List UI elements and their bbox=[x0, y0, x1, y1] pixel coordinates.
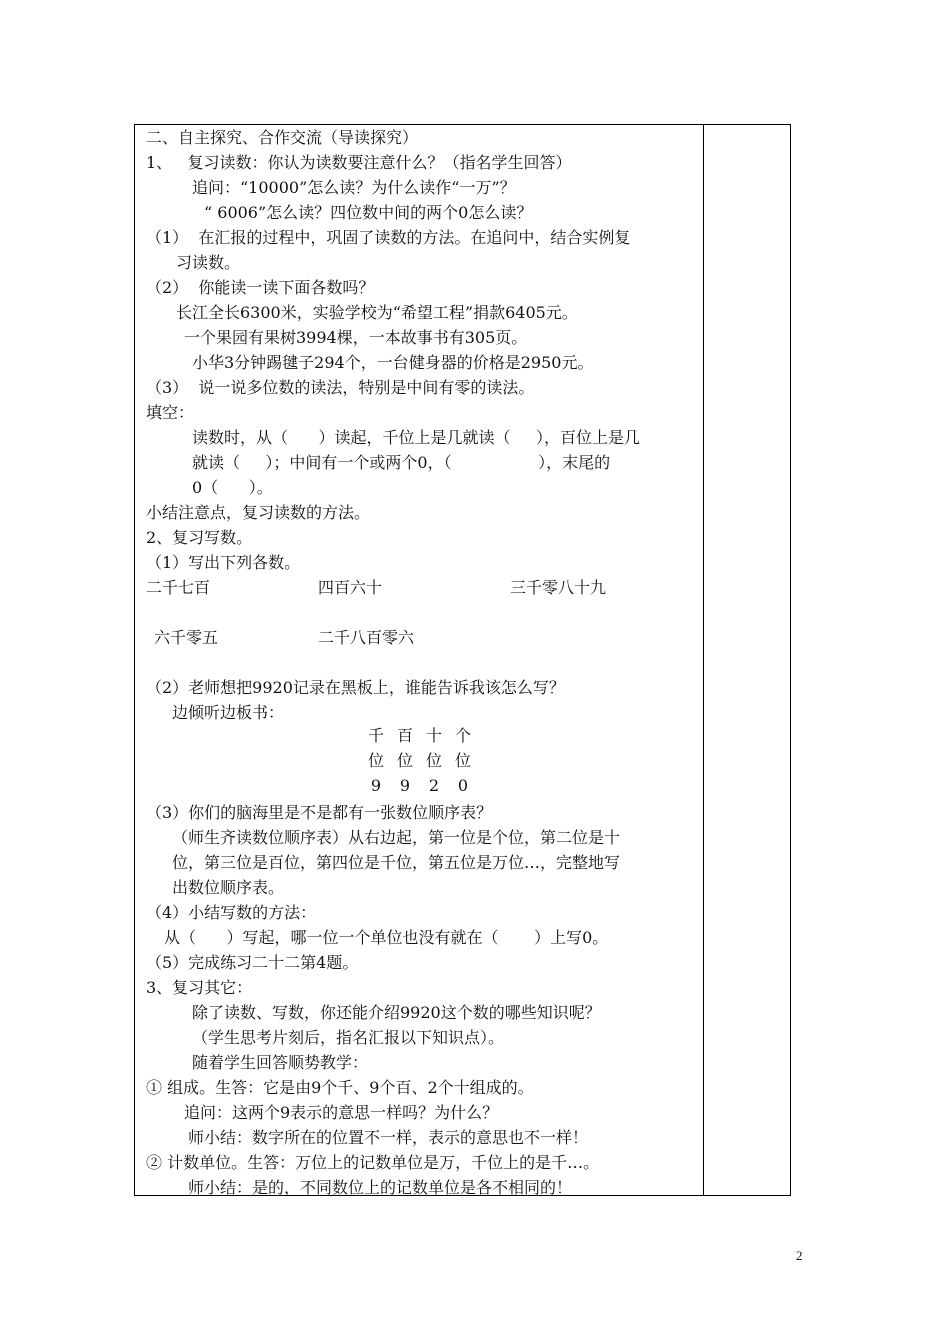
text-line: 出数位顺序表。 bbox=[172, 878, 285, 897]
text-line: （5）完成练习二十二第4题。 bbox=[146, 953, 359, 972]
text-line: （1） 在汇报的过程中，巩固了读数的方法。在追问中，结合实例复 bbox=[146, 228, 631, 247]
text-line: 师小结：是的，不同数位上的记数单位是各不相同的！ bbox=[188, 1178, 573, 1197]
text-line: （师生齐读数位顺序表）从右边起，第一位是个位，第二位是十 bbox=[172, 828, 621, 847]
text-line: 3、复习其它： bbox=[146, 978, 253, 997]
place-value-row bbox=[366, 749, 476, 773]
place-value-cell: 位 bbox=[454, 751, 471, 770]
text-line: 小结注意点，复习读数的方法。 bbox=[146, 503, 371, 522]
place-value-digit: 9 bbox=[370, 776, 382, 795]
place-value-digit: 0 bbox=[457, 776, 469, 795]
number-word: 二千八百零六 bbox=[318, 628, 415, 647]
place-value-cell: 位 bbox=[425, 751, 442, 770]
text-line: 除了读数、写数，你还能介绍9920这个数的哪些知识呢？ bbox=[192, 1003, 601, 1022]
fill-blank-line: 0（ ）。 bbox=[192, 478, 273, 497]
place-value-cell: 十 bbox=[425, 726, 442, 745]
text-line: 边倾听边板书： bbox=[172, 703, 285, 722]
number-word: 六千零五 bbox=[154, 628, 219, 647]
text-line: （3）你们的脑海里是不是都有一张数位顺序表？ bbox=[146, 803, 493, 822]
text-line: 追问：“10000”怎么读？为什么读作“一万”？ bbox=[192, 178, 516, 197]
place-value-digit: 2 bbox=[428, 776, 440, 795]
text-line: ① 组成。生答：它是由9个千、9个百、2个十组成的。 bbox=[146, 1078, 534, 1097]
text-line: 追问：这两个9表示的意思一样吗？为什么？ bbox=[184, 1103, 499, 1122]
text-line: 长江全长6300米，实验学校为“希望工程”捐款6405元。 bbox=[176, 303, 578, 322]
place-value-digit: 9 bbox=[399, 776, 411, 795]
text-line: （2）老师想把9920记录在黑板上，谁能告诉我该怎么写？ bbox=[146, 678, 565, 697]
number-word: 四百六十 bbox=[318, 578, 383, 597]
text-line: （学生思考片刻后，指名汇报以下知识点）。 bbox=[192, 1028, 505, 1047]
text-line: ② 计数单位。生答：万位上的记数单位是万，千位上的是千…。 bbox=[146, 1153, 600, 1172]
text-line: 位，第三位是百位，第四位是千位，第五位是万位…，完整地写 bbox=[172, 853, 621, 872]
text-line: 随着学生回答顺势教学： bbox=[192, 1053, 369, 1072]
section-title: 二、自主探究、合作交流（导读探究） bbox=[146, 128, 419, 147]
place-value-row bbox=[366, 774, 476, 798]
text-line: （1）写出下列各数。 bbox=[146, 553, 301, 572]
text-line: “ 6006”怎么读？四位数中间的两个0怎么读？ bbox=[204, 203, 533, 222]
place-value-cell: 百 bbox=[396, 726, 413, 745]
fill-blank-line: 就读（ ）；中间有一个或两个0，（ ），末尾的 bbox=[192, 453, 611, 472]
text-line: （4）小结写数的方法： bbox=[146, 903, 317, 922]
place-value-row bbox=[366, 724, 476, 748]
text-line: 一个果园有果树3994棵，一本故事书有305页。 bbox=[184, 328, 528, 347]
text-line: 师小结：数字所在的位置不一样，表示的意思也不一样！ bbox=[188, 1128, 589, 1147]
place-value-cell: 千 bbox=[367, 726, 384, 745]
place-value-cell: 位 bbox=[396, 751, 413, 770]
place-value-cell: 个 bbox=[454, 726, 471, 745]
text-line: 1、 复习读数：你认为读数要注意什么？（指名学生回答） bbox=[146, 153, 572, 172]
number-word: 三千零八十九 bbox=[510, 578, 607, 597]
text-line: （3） 说一说多位数的读法，特别是中间有零的读法。 bbox=[146, 378, 535, 397]
fill-blank-line: 从（ ）写起，哪一位一个单位也没有就在（ ）上写0。 bbox=[164, 928, 609, 947]
number-word: 二千七百 bbox=[146, 578, 211, 597]
fill-blank-line: 读数时，从（ ）读起，千位上是几就读（ ），百位上是几 bbox=[192, 428, 640, 447]
text-line: 小华3分钟踢毽子294个，一台健身器的价格是2950元。 bbox=[192, 353, 594, 372]
text-line: 习读数。 bbox=[176, 253, 241, 272]
table-column-divider bbox=[703, 124, 704, 1196]
text-line: 2、复习写数。 bbox=[146, 528, 253, 547]
text-line: （2） 你能读一读下面各数吗？ bbox=[146, 278, 375, 297]
text-line: 填空： bbox=[146, 403, 195, 422]
place-value-cell: 位 bbox=[367, 751, 384, 770]
page-number: 2 bbox=[796, 1248, 803, 1263]
